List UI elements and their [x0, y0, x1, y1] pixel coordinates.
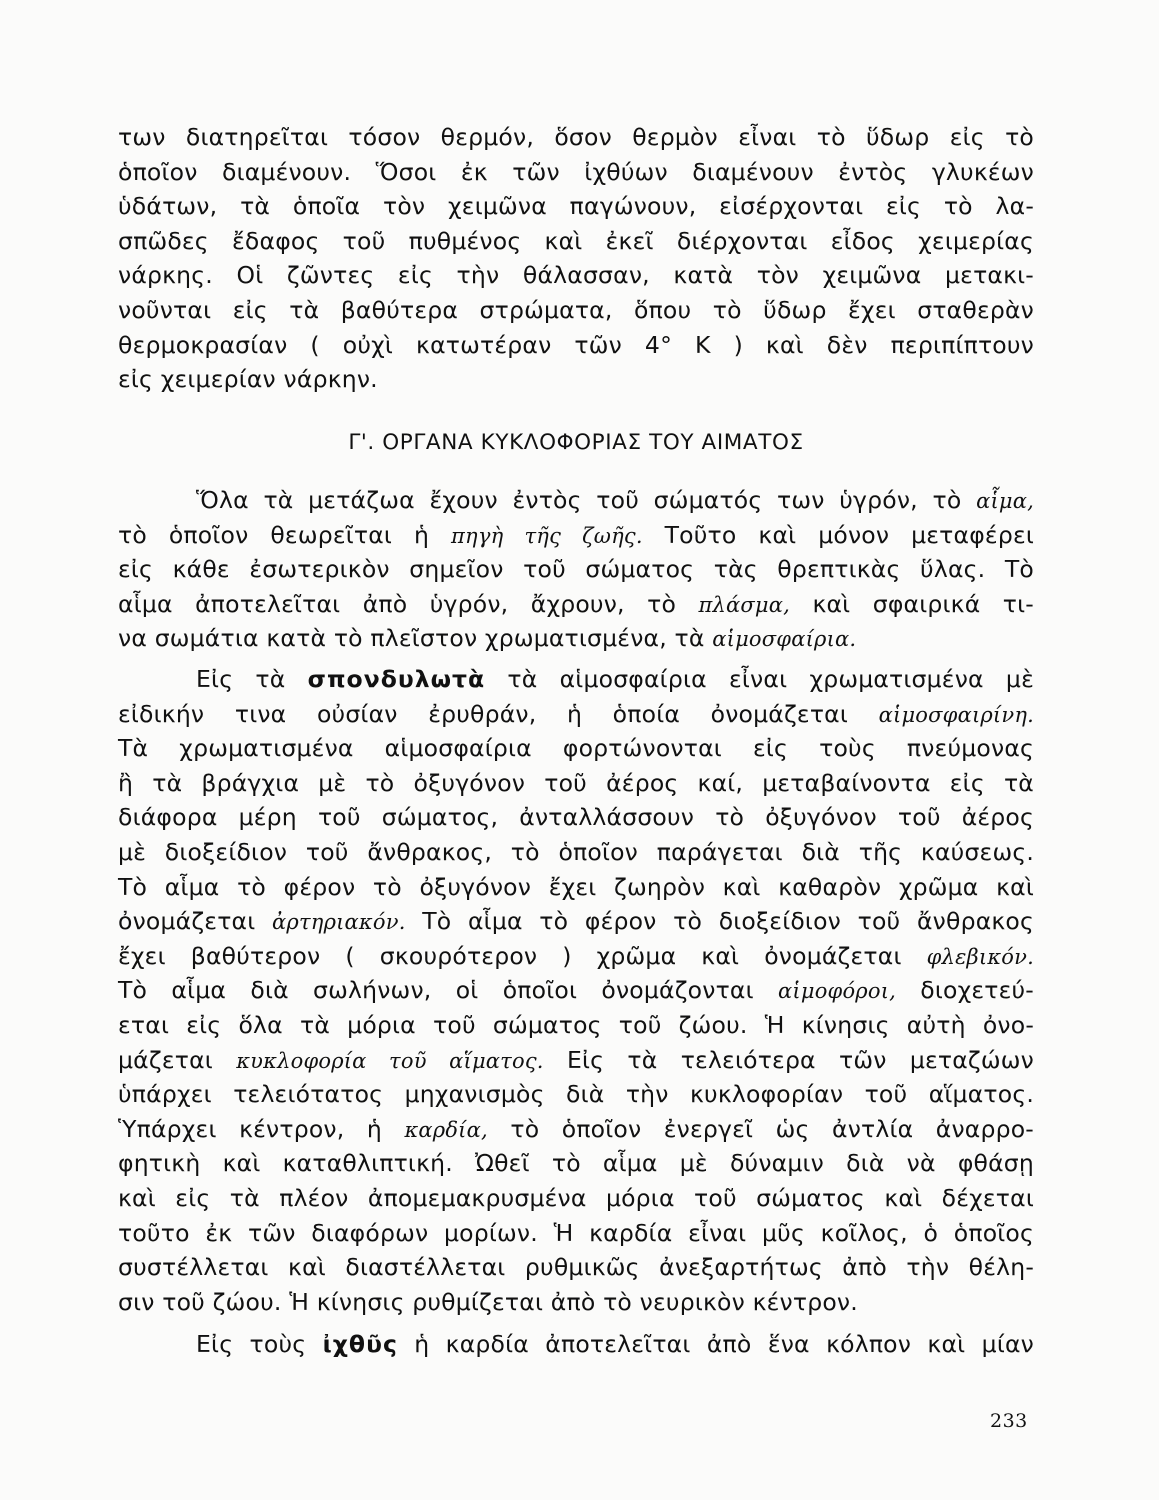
- text-line: σπῶδες ἔδαφος τοῦ πυθμένος καὶ ἐκεῖ διέρχονται εἶδος χειμερίας: [118, 226, 1034, 255]
- page-number: 233: [990, 1410, 1028, 1432]
- text-line: [118, 518, 1034, 553]
- text-line: [118, 1043, 1034, 1078]
- text-line: ὑδάτων, τὰ ὁποῖα τὸν χειμῶνα παγώνουν, εἰσέρχονται εἰς τὸ λα-: [118, 192, 1034, 221]
- text-run: ἡ καρδία ἀποτελεῖται ἀπὸ ἕνα κόλπον καὶ μίαν: [397, 1330, 1034, 1358]
- text-line: [118, 904, 1034, 939]
- italic-term: καρδία,: [404, 1117, 488, 1142]
- text-run: Εἰς τὰ: [196, 665, 308, 693]
- text-run: εἰδικήν τινα οὐσίαν ἐρυθράν, ἡ ὁποία ὀνομάζεται: [118, 699, 879, 728]
- text-line: θερμοκρασίαν ( οὐχὶ κατωτέραν τῶν 4° Κ ) καὶ δὲν περιπίπτουν: [118, 330, 1034, 359]
- text-line: νάρκης. Οἱ ζῶντες εἰς τὴν θάλασσαν, κατὰ τὸν χειμῶνα μετακι-: [118, 261, 1034, 290]
- text-run: Εἰς τὰ τελειότερα τῶν μεταζώων: [543, 1045, 1034, 1074]
- text-line: [118, 621, 1034, 656]
- italic-term: πηγὴ τῆς ζωῆς.: [451, 523, 643, 548]
- text-line: [118, 1112, 1034, 1147]
- text-line: φητικὴ καὶ καταθλιπτική. Ὠθεῖ τὸ αἷμα μὲ δύναμιν διὰ νὰ φθάσῃ: [118, 1149, 1034, 1178]
- italic-term: πλάσμα,: [698, 592, 791, 617]
- text-run: τὸ ὁποῖον ἐνεργεῖ ὡς ἀντλία ἀναρρο-: [487, 1114, 1034, 1143]
- paragraph-vertebrates: [118, 662, 1034, 1319]
- italic-term: αἷμα,: [976, 489, 1034, 513]
- text-line: [118, 662, 1034, 697]
- intro-paragraph: [118, 120, 1034, 397]
- italic-term: αἱμοφόροι,: [778, 979, 896, 1004]
- text-run: τὸ ὁποῖον θεωρεῖται ἡ: [118, 520, 452, 549]
- text-line: ὑπάρχει τελειότατος μηχανισμὸς διὰ τὴν κυκλοφορίαν τοῦ αἵματος.: [118, 1080, 1034, 1109]
- text-line: [118, 483, 1034, 518]
- text-run: να σωμάτια κατὰ τὸ πλεῖστον χρωματισμένα, τὰ: [118, 624, 713, 653]
- text-line: συστέλλεται καὶ διαστέλλεται ρυθμικῶς ἀνεξαρτήτως ἀπὸ τὴν θέλη-: [118, 1253, 1034, 1282]
- text-line: [118, 587, 1034, 622]
- text-line: εἰς κάθε ἐσωτερικὸν σημεῖον τοῦ σώματος τὰς θρεπτικὰς ὕλας. Τὸ: [118, 555, 1034, 584]
- text-run: Εἰς τοὺς: [196, 1330, 323, 1358]
- text-line: Τὸ αἷμα τὸ φέρον τὸ ὀξυγόνον ἔχει ζωηρὸν καὶ καθαρὸν χρῶμα καὶ: [118, 872, 1034, 901]
- text-line: μὲ διοξείδιον τοῦ ἄνθρακος, τὸ ὁποῖον παράγεται διὰ τῆς καύσεως.: [118, 837, 1034, 866]
- text-run: Τὸ αἷμα τὸ φέρον τὸ διοξείδιον τοῦ ἄνθρακος: [405, 907, 1035, 936]
- italic-term: φλεβικόν.: [926, 944, 1034, 969]
- italic-term: ἀρτηριακόν.: [272, 910, 406, 935]
- text-line: [118, 697, 1034, 732]
- text-run: διοχετεύ-: [896, 976, 1034, 1005]
- text-run: ὀνομάζεται: [118, 907, 273, 936]
- text-line: ἢ τὰ βράγχια μὲ τὸ ὀξυγόνον τοῦ ἀέρος καί, μεταβαίνοντα εἰς τὰ: [118, 768, 1034, 797]
- text-run: Ὅλα τὰ μετάζωα ἔχουν ἐντὸς τοῦ σώματός των ὑγρόν, τὸ: [196, 486, 977, 514]
- text-line: σιν τοῦ ζώου. Ἡ κίνησις ρυθμίζεται ἀπὸ τὸ νευρικὸν κέντρον.: [118, 1287, 858, 1316]
- text-run: καὶ σφαιρικά τι-: [790, 589, 1034, 618]
- italic-term: αἱμοσφαιρίνη.: [878, 702, 1034, 727]
- paragraph-fish: [118, 1327, 1034, 1362]
- paragraph-blood-intro: [118, 483, 1034, 656]
- text-run: αἷμα ἀποτελεῖται ἀπὸ ὑγρόν, ἄχρουν, τὸ: [118, 589, 699, 618]
- text-line: καὶ εἰς τὰ πλέον ἀπομεμακρυσμένα μόρια τοῦ σώματος καὶ δέχεται: [118, 1183, 1034, 1212]
- text-line: ὁποῖον διαμένουν. Ὅσοι ἐκ τῶν ἰχθύων διαμένουν ἐντὸς γλυκέων: [118, 157, 1034, 186]
- section-heading: Γ'. ΟΡΓΑΝΑ ΚΥΚΛΟΦΟΡΙΑΣ ΤΟΥ ΑΙΜΑΤΟΣ: [348, 430, 804, 455]
- text-run: μάζεται: [118, 1045, 237, 1074]
- bold-term: ἰχθῦς: [322, 1330, 398, 1358]
- italic-term: αἱμοσφαίρια.: [712, 627, 857, 652]
- text-run: Ὑπάρχει κέντρον, ἡ: [118, 1114, 405, 1143]
- text-line: διάφορα μέρη τοῦ σώματος, ἀνταλλάσσουν τὸ ὀξυγόνον τοῦ ἀέρος: [118, 803, 1034, 832]
- text-line: νοῦνται εἰς τὰ βαθύτερα στρώματα, ὅπου τὸ ὕδωρ ἔχει σταθερὰν: [118, 295, 1034, 324]
- text-line: εται εἰς ὅλα τὰ μόρια τοῦ σώματος τοῦ ζώου. Ἡ κίνησις αὐτὴ ὀνο-: [118, 1010, 1034, 1039]
- text-line: εἰς χειμερίαν νάρκην.: [118, 365, 378, 394]
- bold-term: σπονδυλωτὰ: [307, 665, 486, 693]
- text-line: [118, 939, 1034, 974]
- text-run: τὰ αἱμοσφαίρια εἶναι χρωματισμένα μὲ: [485, 665, 1034, 693]
- text-line: [118, 1327, 1034, 1362]
- italic-term: κυκλοφορία τοῦ αἵματος.: [236, 1048, 544, 1073]
- text-line: Τὰ χρωματισμένα αἱμοσφαίρια φορτώνονται εἰς τοὺς πνεύμονας: [118, 734, 1034, 763]
- text-line: τοῦτο ἐκ τῶν διαφόρων μορίων. Ἡ καρδία εἶναι μῦς κοῖλος, ὁ ὁποῖος: [118, 1218, 1034, 1247]
- text-run: Τὸ αἷμα διὰ σωλήνων, οἱ ὁποῖοι ὀνομάζονται: [118, 976, 779, 1005]
- text-run: Τοῦτο καὶ μόνον μεταφέρει: [642, 520, 1034, 549]
- text-line: [118, 973, 1034, 1008]
- text-run: ἔχει βαθύτερον ( σκουρότερον ) χρῶμα καὶ ὀνομάζεται: [118, 941, 927, 970]
- text-line: των διατηρεῖται τόσον θερμόν, ὅσον θερμὸν εἶναι τὸ ὕδωρ εἰς τὸ: [118, 123, 1034, 151]
